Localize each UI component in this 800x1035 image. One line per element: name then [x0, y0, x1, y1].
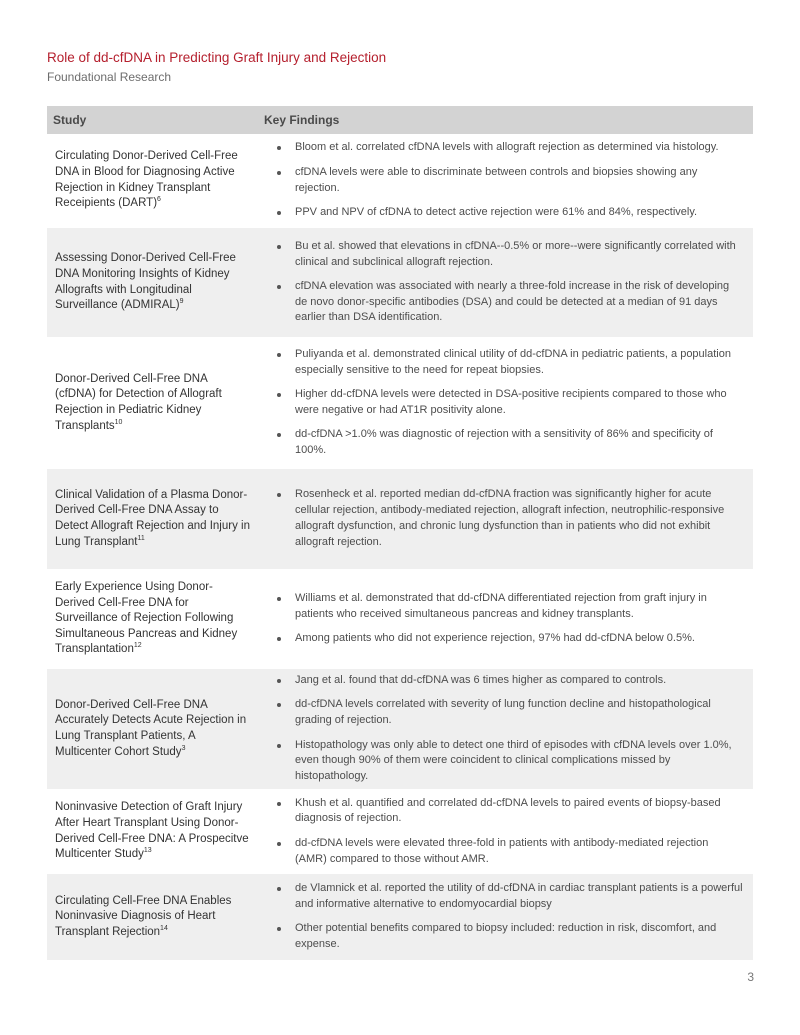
- finding-item: Bu et al. showed that elevations in cfDNA--0.5% or more--were significantly correlated with clinical and subclinical allograft rejection.: [275, 239, 743, 271]
- findings-list: [258, 673, 753, 785]
- study-cell: [47, 372, 258, 434]
- study-cell: [47, 698, 258, 760]
- study-title: Circulating Cell-Free DNA Enables Noninvasive Diagnosis of Heart Transplant Rejection: [55, 894, 232, 938]
- table-row: [47, 790, 753, 874]
- study-cell: [47, 251, 258, 313]
- study-title: Noninvasive Detection of Graft Injury After Heart Transplant Using Donor-Derived Cell-Free DNA: A Prospecitve Multicenter Study: [55, 801, 249, 861]
- study-title: Circulating Donor-Derived Cell-Free DNA in Blood for Diagnosing Active Rejection in Kidney Transplant Receipients (DART): [55, 150, 238, 210]
- reference-marker: 3: [181, 744, 186, 752]
- table-row: [47, 874, 753, 961]
- reference-marker: 12: [133, 642, 142, 650]
- findings-list: [258, 591, 753, 647]
- study-title: Early Experience Using Donor-Derived Cell-Free DNA for Surveillance of Rejection Following Simultaneous Pancreas and Kidney Transplantation: [55, 581, 238, 656]
- reference-marker: 6: [157, 196, 161, 204]
- page-subtitle: Foundational Research: [47, 70, 172, 84]
- study-title: Clinical Validation of a Plasma Donor-Derived Cell-Free DNA Assay to Detect Allograft Rejection and Injury in Lung Transplant: [55, 488, 250, 548]
- page-title: Role of dd-cfDNA in Predicting Graft Injury and Rejection: [47, 50, 387, 65]
- finding-item: Puliyanda et al. demonstrated clinical utility of dd-cfDNA in pediatric patients, a population especially sensitive to the need for repeat biopsies.: [275, 347, 743, 379]
- table-header: [47, 106, 753, 134]
- table-row: [47, 338, 753, 469]
- reference-marker: 10: [114, 418, 123, 426]
- finding-item: Other potential benefits compared to biopsy included: reduction in risk, discomfort, and expense.: [275, 921, 743, 953]
- finding-item: Histopathology was only able to detect one third of episodes with cfDNA levels over 1.0%, even though 90% of them were coincident to clinical complications missed by histopathology.: [275, 738, 743, 785]
- finding-item: dd-cfDNA levels correlated with severity of lung function decline and histopathological grading of rejection.: [275, 697, 743, 729]
- findings-table: [47, 106, 753, 961]
- finding-item: dd-cfDNA >1.0% was diagnostic of rejection with a sensitivity of 86% and specificity of 100%.: [275, 427, 743, 459]
- study-cell: [47, 488, 258, 550]
- finding-item: de Vlamnick et al. reported the utility of dd-cfDNA in cardiac transplant patients is a powerful and informative alternative to endomyocardial biopsy: [275, 881, 743, 913]
- finding-item: cfDNA levels were able to discriminate between controls and biopsies showing any rejection.: [275, 165, 743, 197]
- study-cell: [47, 800, 258, 862]
- finding-item: PPV and NPV of cfDNA to detect active rejection were 61% and 84%, respectively.: [275, 205, 743, 221]
- study-title: Assessing Donor-Derived Cell-Free DNA Monitoring Insights of Kidney Allografts with Longitudinal Surveillance (ADMIRAL): [55, 252, 236, 312]
- findings-list: [258, 347, 753, 459]
- findings-list: [258, 796, 753, 868]
- table-row: [47, 570, 753, 669]
- study-title: Donor-Derived Cell-Free DNA Accurately Detects Acute Rejection in Lung Transplant Patients, A Multicenter Cohort Study: [55, 698, 247, 758]
- table-row: [47, 669, 753, 790]
- findings-list: [258, 487, 753, 550]
- table-row: [47, 134, 753, 228]
- finding-item: dd-cfDNA levels were elevated three-fold in patients with antibody-mediated rejection (AMR) compared to those without AMR.: [275, 836, 743, 868]
- finding-item: Williams et al. demonstrated that dd-cfDNA differentiated rejection from graft injury in patients who received simultaneous pancreas and kidney transplants.: [275, 591, 743, 623]
- column-header-study: Study: [53, 113, 87, 127]
- study-cell: [47, 149, 258, 211]
- reference-marker: 11: [137, 534, 145, 542]
- page-number: 3: [747, 970, 754, 984]
- findings-list: [258, 881, 753, 953]
- reference-marker: 9: [179, 298, 184, 306]
- findings-list: [258, 239, 753, 326]
- table-row: [47, 228, 753, 338]
- finding-item: Khush et al. quantified and correlated dd-cfDNA levels to paired events of biopsy-based diagnosis of rejection.: [275, 796, 743, 828]
- finding-item: Rosenheck et al. reported median dd-cfDNA fraction was significantly higher for acute cellular rejection, antibody-mediated rejection, allograft infection, neutrophilic-responsive allograft dysfunction, and chronic lung dysfunction than in patients who did not exhibit allograft rejection.: [275, 487, 743, 550]
- finding-item: Bloom et al. correlated cfDNA levels with allograft rejection as determined via histology.: [275, 140, 743, 156]
- study-title: Donor-Derived Cell-Free DNA (cfDNA) for Detection of Allograft Rejection in Pediatric Kidney Transplants: [55, 372, 222, 432]
- finding-item: Among patients who did not experience rejection, 97% had dd-cfDNA below 0.5%.: [275, 631, 743, 647]
- finding-item: Higher dd-cfDNA levels were detected in DSA-positive recipients compared to those who were negative or had AT1R positivity alone.: [275, 387, 743, 419]
- column-header-key-findings: Key Findings: [264, 113, 340, 127]
- findings-list: [258, 140, 753, 220]
- finding-item: Jang et al. found that dd-cfDNA was 6 times higher as compared to controls.: [275, 673, 743, 689]
- study-cell: [47, 894, 258, 941]
- reference-marker: 13: [143, 847, 152, 855]
- table-row: [47, 469, 753, 570]
- study-cell: [47, 580, 258, 658]
- finding-item: cfDNA elevation was associated with nearly a three-fold increase in the risk of developing de novo donor-specific antibodies (DSA) and could be detected at a median of 91 days earlier than DSA identification.: [275, 279, 743, 326]
- reference-marker: 14: [160, 924, 168, 932]
